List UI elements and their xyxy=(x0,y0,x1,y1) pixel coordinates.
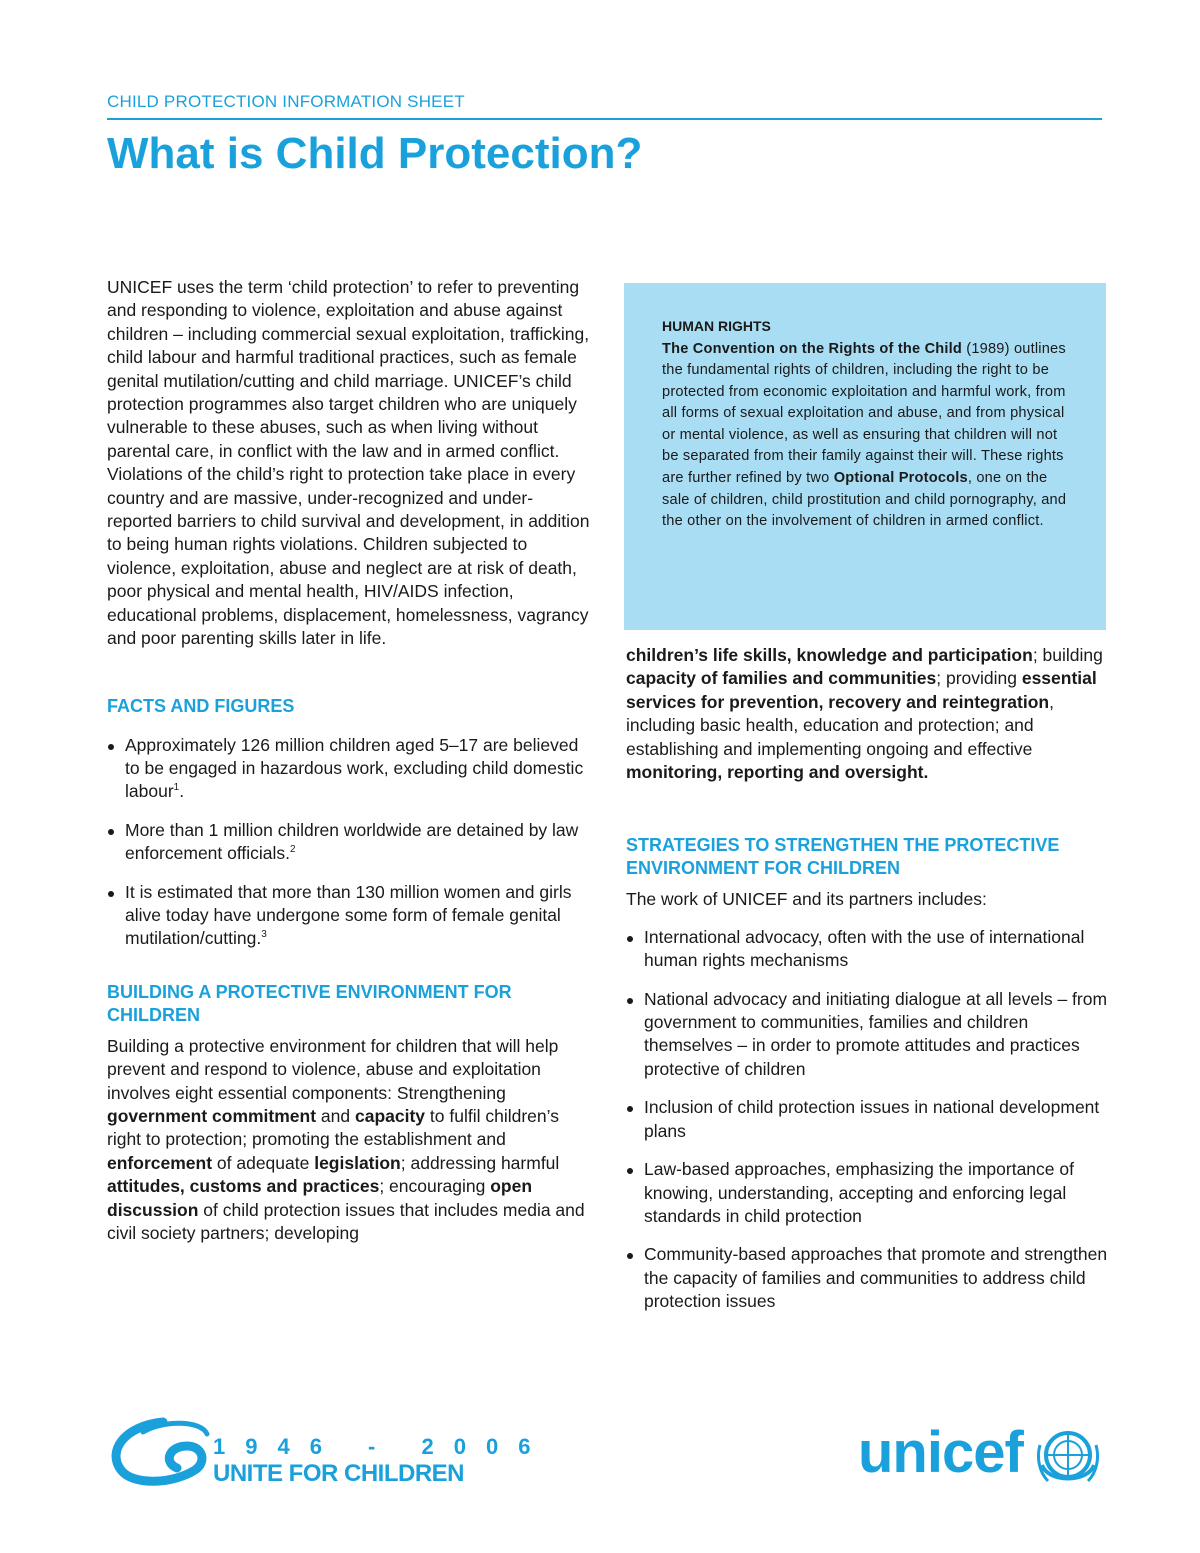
list-item: Approximately 126 million children aged 5–17 are believed to be engaged in hazardous work, excluding child domestic labour$^1$. xyxy=(107,734,597,804)
list-item xyxy=(107,881,597,951)
unicef-logo-text: unicef xyxy=(858,1420,1023,1485)
bullet-icon xyxy=(108,744,114,750)
building-heading: BUILDING A PROTECTIVE ENVIRONMENT FOR CHILDREN xyxy=(107,981,512,1025)
list-item: Community-based approaches that promote and strengthen the capacity of families and communities to address child protection issues xyxy=(626,1243,1116,1313)
list-item: Law-based approaches, emphasizing the importance of knowing, understanding, accepting and enforcing legal standards in child protection xyxy=(626,1158,1116,1228)
strategies-lead: The work of UNICEF and its partners includes: xyxy=(626,889,987,910)
human-rights-heading: HUMAN RIGHTS xyxy=(662,318,771,334)
bullet-icon xyxy=(627,936,633,942)
strategies-list xyxy=(626,926,1116,1314)
facts-section xyxy=(107,695,597,951)
bullet-icon xyxy=(627,1253,633,1259)
building-continued-text: of child protection issues that includes media and civil society partners; developing xyxy=(107,1199,585,1243)
slogan: UNITE FOR CHILDREN xyxy=(213,1460,464,1487)
sheet-label: CHILD PROTECTION INFORMATION SHEET xyxy=(107,92,465,111)
facts-list xyxy=(107,734,597,951)
building-section xyxy=(107,981,597,1246)
footnote-ref: 1 xyxy=(173,782,180,794)
left-column xyxy=(107,276,597,1245)
human-rights-text: The Convention on the Rights of the Child (1989) outlines the fundamental rights of children, including the right to be protected from economic exploitation and harmful work, from all forms of sexual exploitation and abuse, and from physical or mental violence, as well as ensuring that children will not be separated from their family against their will. These rights are further refined by two Optional Protocols, one on the sale of children, child prostitution and child pornography, and the other on the involvement of children in armed conflict. xyxy=(662,340,1067,530)
facts-heading: FACTS AND FIGURES xyxy=(107,695,295,716)
fact-text: More than 1 million children worldwide are detained by law enforcement officials. xyxy=(125,819,579,864)
building-paragraph-continued: children’s life skills, knowledge and participation; building capacity of families and communities; providing essential services for prevention, recovery and reintegration, including basic health, education and protection; and establishing and implementing ongoing and effective monitoring, reporting and oversight. xyxy=(626,645,1103,783)
strategies-heading: STRATEGIES TO STRENGTHEN THE PROTECTIVE ENVIRONMENT FOR CHILDREN xyxy=(626,835,1060,879)
bullet-icon xyxy=(627,1106,633,1112)
bullet-icon xyxy=(627,1168,633,1174)
human-rights-box xyxy=(624,283,1106,630)
anniversary-years: 1946 - 2006 xyxy=(213,1434,551,1459)
footnote-ref: 3 xyxy=(261,929,267,941)
list-item: Inclusion of child protection issues in national development plans xyxy=(626,1096,1116,1143)
intro-paragraph: UNICEF uses the term ‘child protection’ to refer to preventing and responding to violence, exploitation and abuse against children – including commercial sexual exploitation, trafficking, child labour and harmful traditional practices, such as female genital mutilation/cutting and child marriage. UNICEF’s child protection programmes also target children who are uniquely vulnerable to these abuses, such as when living without parental care, in conflict with the law and in armed conflict. Violations of the child’s right to protection take place in every country and are massive, under-recognized and under-reported barriers to child survival and development, in addition to being human rights violations. Children subjected to violence, exploitation, abuse and neglect are at risk of death, poor physical and mental health, HIV/AIDS infection, educational problems, displacement, homelessness, vagrancy and poor parenting skills later in life. xyxy=(107,277,590,649)
bullet-icon xyxy=(627,998,633,1004)
bullet-icon xyxy=(108,829,114,835)
header-divider xyxy=(107,118,1102,120)
right-column xyxy=(626,644,1116,1329)
list-item: International advocacy, often with the use of international human rights mechanisms xyxy=(626,926,1116,973)
fact-text: Approximately 126 million children aged 5–17 are believed to be engaged in hazardous work, excluding child domestic labour xyxy=(125,734,584,802)
fact-text: It is estimated that more than 130 million women and girls alive today have undergone some form of female genital mutilation/cutting. xyxy=(125,881,572,949)
page-title: What is Child Protection? xyxy=(107,129,643,178)
list-item: National advocacy and initiating dialogue at all levels – from government to communities, families and children themselves – in order to promote attitudes and practices protective of children xyxy=(626,988,1116,1082)
unicef-emblem-icon xyxy=(1034,1425,1102,1489)
strategies-section xyxy=(626,834,1116,1313)
footnote-ref: 2 xyxy=(290,844,296,856)
bullet-icon xyxy=(108,891,114,897)
building-paragraph: Building a protective environment for children that will help prevent and respond to violence, abuse and exploitation involves eight essential components: Strengthening government commitment and capacity to fulfil children’s right to protection; promoting the establishment and enforcement of adequate legislation; addressing harmful attitudes, customs and practices; encouraging open discussion of child protection issues that includes media and civil society partners; developing xyxy=(107,1035,585,1243)
list-item xyxy=(107,819,597,866)
